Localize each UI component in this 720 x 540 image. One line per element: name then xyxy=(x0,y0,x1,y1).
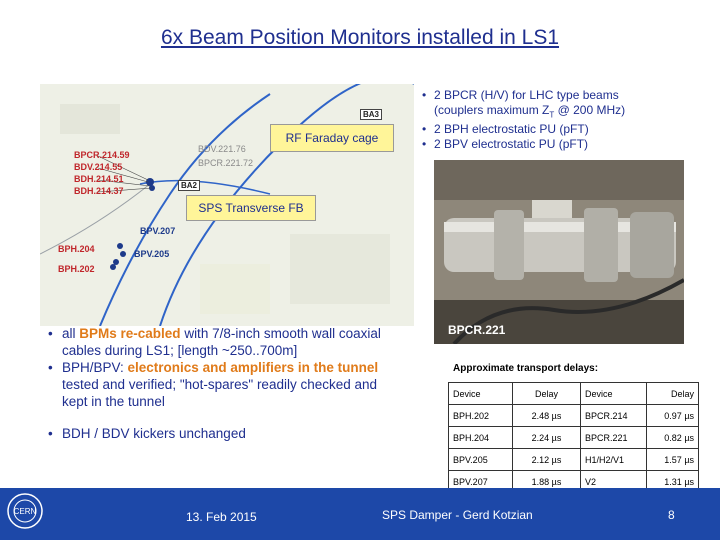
map-label-ba2: BA2 xyxy=(178,180,200,191)
delay-table xyxy=(448,382,699,493)
map-label-ba3: BA3 xyxy=(360,109,382,120)
table-header-row xyxy=(449,383,699,405)
bpm-type-cont: (couplers maximum Z xyxy=(434,103,550,117)
map-label-bdh214-37: BDH.214.37 xyxy=(74,186,124,196)
map-label-bpcr221: BPCR.221.72 xyxy=(198,158,254,168)
bpm-type-list xyxy=(422,88,712,152)
summary-item xyxy=(46,325,406,359)
map-label-bdv221: BDV.221.76 xyxy=(198,144,246,154)
footer-bar xyxy=(0,488,720,540)
map-label-bpv205: BPV.205 xyxy=(134,249,170,259)
page-number: 8 xyxy=(668,508,675,522)
table-cell: BPCR.221 xyxy=(581,427,647,449)
table-cell: BPH.204 xyxy=(449,427,513,449)
summary-item xyxy=(46,359,406,410)
table-row xyxy=(449,405,699,427)
table-cell: 0.97 µs xyxy=(647,405,699,427)
table-cell: H1/H2/V1 xyxy=(581,449,647,471)
table-cell: BPH.202 xyxy=(449,405,513,427)
footer-author: SPS Damper - Gerd Kotzian xyxy=(382,508,533,522)
bpm-type-item xyxy=(422,88,712,122)
cern-logo xyxy=(6,492,44,530)
cern-logo-text: CERN xyxy=(13,507,37,516)
summary-text: tested and verified; "hot-spares" readily checked and kept in the tunnel xyxy=(62,377,378,409)
bpm-type-item xyxy=(422,122,712,137)
table-cell: BPCR.214 xyxy=(581,405,647,427)
table-header-cell: Delay xyxy=(647,383,699,405)
bpm-type-text: 2 BPCR (H/V) for LHC type beams xyxy=(434,88,619,102)
table-header-cell: Device xyxy=(581,383,647,405)
summary-text: BDH / BDV kickers unchanged xyxy=(62,426,246,441)
summary-highlight: BPMs re-cabled xyxy=(79,326,181,341)
table-cell: 1.88 µs xyxy=(513,471,581,493)
map-label-bph202: BPH.202 xyxy=(58,264,95,274)
map-label-bpcr214: BPCR.214.59 xyxy=(74,150,130,160)
delay-table-title: Approximate transport delays: xyxy=(453,363,599,374)
table-cell: 2.12 µs xyxy=(513,449,581,471)
map-label-bph204: BPH.204 xyxy=(58,244,95,254)
bpm-type-sub: T xyxy=(549,110,555,120)
summary-list xyxy=(46,326,406,442)
bpcr-photo xyxy=(434,160,684,344)
table-cell: BPV.207 xyxy=(449,471,513,493)
table-cell: 1.31 µs xyxy=(647,471,699,493)
table-header-cell: Delay xyxy=(513,383,581,405)
photo-label: BPCR.221 xyxy=(448,323,506,337)
table-cell: 1.57 µs xyxy=(647,449,699,471)
table-cell: 2.48 µs xyxy=(513,405,581,427)
map-label-bdh214-51: BDH.214.51 xyxy=(74,174,124,184)
table-cell: V2 xyxy=(581,471,647,493)
bpcr-photo-drawing xyxy=(434,160,684,344)
slide-title: 6x Beam Position Monitors installed in LS1 xyxy=(160,26,560,49)
summary-text: BPH/BPV: xyxy=(62,360,128,375)
map-label-bdv214: BDV.214.55 xyxy=(74,162,123,172)
map-label-bpv207: BPV.207 xyxy=(140,226,176,236)
table-cell: 2.24 µs xyxy=(513,427,581,449)
table-cell: 0.82 µs xyxy=(647,427,699,449)
summary-highlight: electronics and amplifiers in the tunnel xyxy=(127,360,379,375)
summary-text: with 7/8-inch smooth wall coaxial cables during LS1; [length ~250..700m] xyxy=(62,326,381,358)
bpm-type-text: 2 BPV electrostatic PU (pFT) xyxy=(434,137,589,152)
summary-item xyxy=(46,425,406,442)
bpm-type-item xyxy=(422,137,712,152)
table-header-cell: Device xyxy=(449,383,513,405)
table-cell: BPV.205 xyxy=(449,449,513,471)
bpm-type-text: 2 BPH electrostatic PU (pFT) xyxy=(434,122,589,137)
rf-cage-callout: RF Faraday cage xyxy=(270,124,394,152)
table-row xyxy=(449,427,699,449)
bpm-type-cont-end: @ 200 MHz) xyxy=(554,103,626,117)
table-row xyxy=(449,449,699,471)
transverse-fb-callout: SPS Transverse FB xyxy=(186,195,316,221)
footer-date: 13. Feb 2015 xyxy=(186,510,257,524)
summary-text: all xyxy=(62,326,80,341)
